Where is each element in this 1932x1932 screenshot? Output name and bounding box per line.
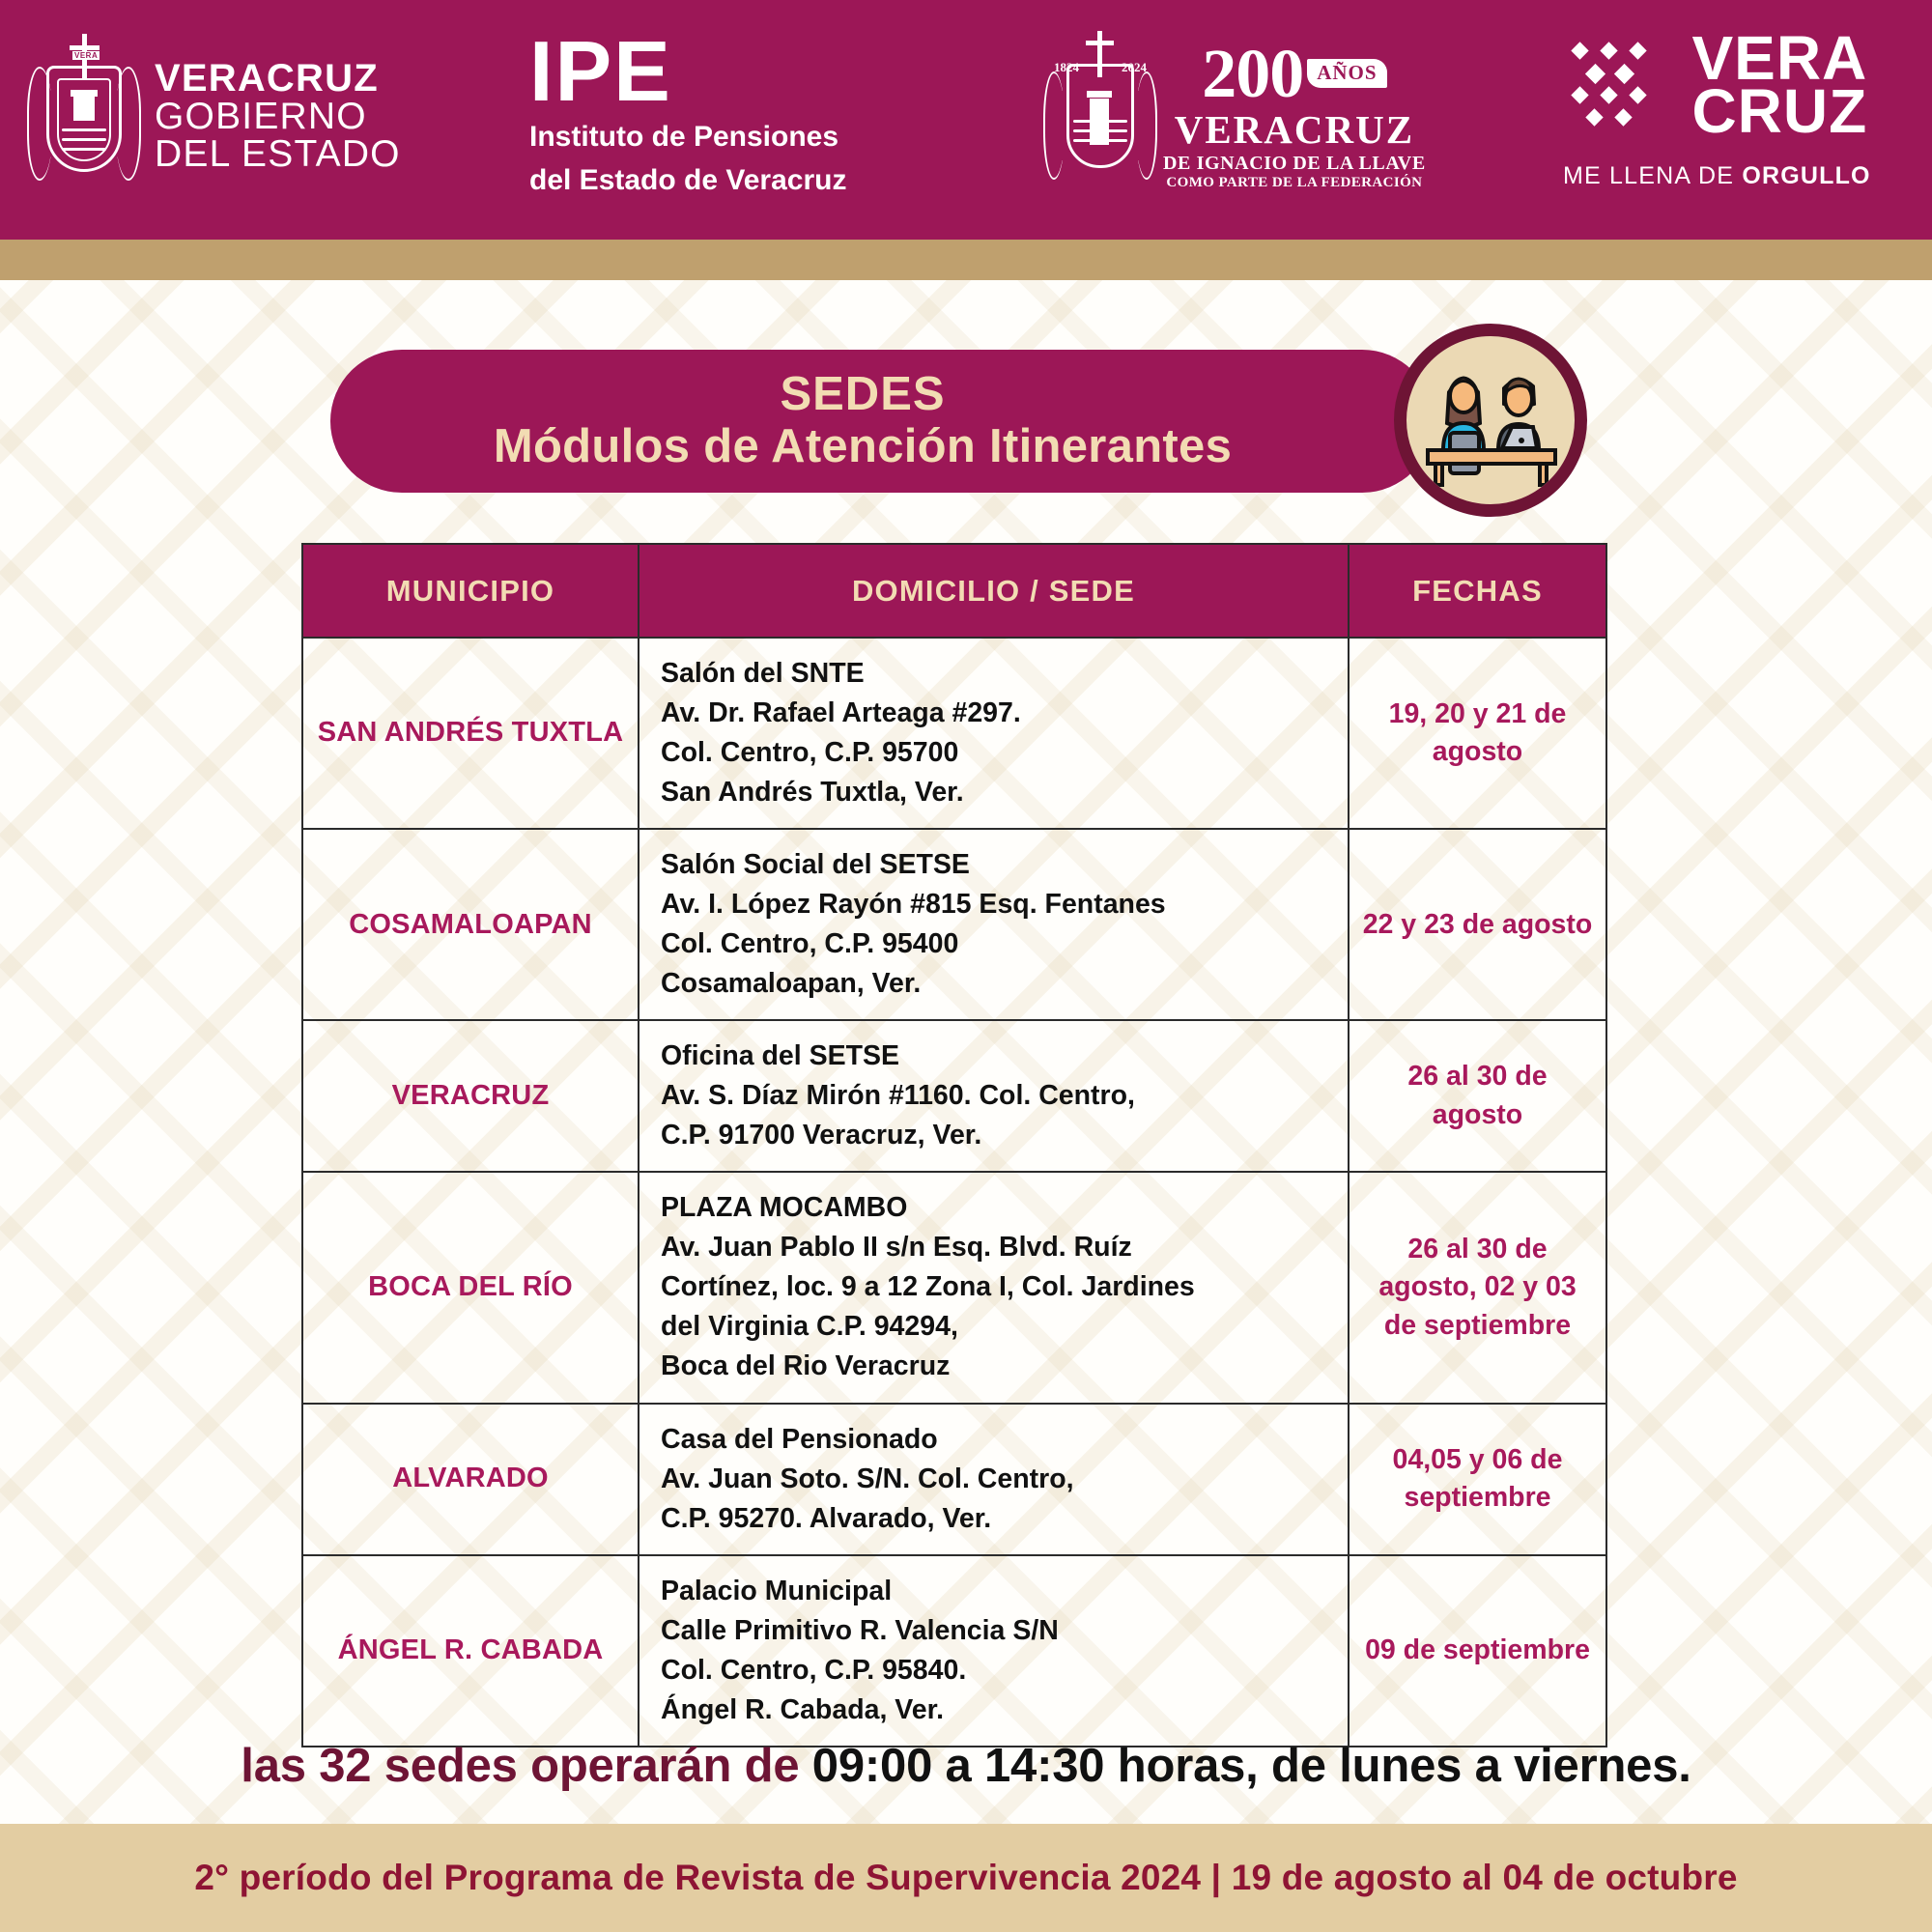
domicilio-line: del Virginia C.P. 94294, <box>661 1311 958 1343</box>
footer-text: 2° período del Programa de Revista de Supervivencia 2024 | 19 de agosto al 04 de octubre <box>194 1858 1738 1897</box>
cell-fechas: 22 y 23 de agosto <box>1349 829 1606 1020</box>
cell-municipio: VERACRUZ <box>302 1020 639 1172</box>
domicilio-line: Oficina del SETSE <box>661 1040 900 1072</box>
cell-fechas: 19, 20 y 21 de agosto <box>1349 638 1606 829</box>
domicilio-line: Av. I. López Rayón #815 Esq. Fentanes <box>661 889 1166 921</box>
veracruz-crest-icon <box>27 32 141 201</box>
logo-200-sub2: COMO PARTE DE LA FEDERACIÓN <box>1166 174 1423 190</box>
sedes-table <box>301 543 1607 1747</box>
domicilio-line: Av. Juan Soto. S/N. Col. Centro, <box>661 1463 1074 1494</box>
ipe-subtitle-line2: del Estado de Veracruz <box>529 163 847 196</box>
domicilio-line: C.P. 95270. Alvarado, Ver. <box>661 1502 992 1534</box>
title-line-modulos: Módulos de Atención Itinerantes <box>493 419 1233 472</box>
domicilio-line: Col. Centro, C.P. 95840. <box>661 1654 967 1686</box>
title-line-sedes: SEDES <box>780 367 946 420</box>
logo-200-anos-veracruz <box>1041 27 1426 201</box>
logo-gobierno-line1: VERACRUZ <box>155 57 379 99</box>
gold-band-divider <box>0 240 1932 280</box>
domicilio-line: Col. Centro, C.P. 95700 <box>661 737 959 769</box>
domicilio-line: Casa del Pensionado <box>661 1423 938 1455</box>
orgullo-tagline <box>1563 162 1871 190</box>
service-desk-icon <box>1394 324 1587 517</box>
crest-year-left: 1824 <box>1054 60 1079 74</box>
column-header-fechas: FECHAS <box>1349 544 1606 638</box>
ipe-subtitle-line1: Instituto de Pensiones <box>529 120 839 153</box>
hours-note <box>0 1739 1932 1793</box>
hours-note-prefix: las 32 sedes operarán de <box>241 1740 812 1792</box>
domicilio-line: Palacio Municipal <box>661 1575 893 1606</box>
orgullo-tagline-bold: ORGULLO <box>1742 162 1871 189</box>
domicilio-line: Cortínez, loc. 9 a 12 Zona I, Col. Jardines <box>661 1271 1195 1303</box>
cell-municipio: ALVARADO <box>302 1404 639 1555</box>
crest-year-right: 2024 <box>1122 60 1147 74</box>
domicilio-line: Salón del SNTE <box>661 658 865 689</box>
logo-gobierno-line2: GOBIERNO <box>155 96 367 137</box>
domicilio-line: Calle Primitivo R. Valencia S/N <box>661 1614 1059 1646</box>
table-row <box>302 1404 1606 1555</box>
header-bar <box>0 0 1932 240</box>
column-header-municipio: MUNICIPIO <box>302 544 639 638</box>
cell-municipio: SAN ANDRÉS TUXTLA <box>302 638 639 829</box>
logo-ipe <box>529 23 847 199</box>
logo-200-sub1: DE IGNACIO DE LA LLAVE <box>1163 152 1426 174</box>
cell-domicilio <box>639 638 1349 829</box>
cell-domicilio <box>639 1172 1349 1403</box>
domicilio-line: Salón Social del SETSE <box>661 849 970 881</box>
crest-label: VERA <box>74 50 99 60</box>
domicilio-line: San Andrés Tuxtla, Ver. <box>661 777 964 809</box>
cell-fechas: 04,05 y 06 de septiembre <box>1349 1404 1606 1555</box>
table-row <box>302 1555 1606 1747</box>
logo-gobierno-line3: DEL ESTADO <box>155 133 401 175</box>
domicilio-line: Ángel R. Cabada, Ver. <box>661 1693 945 1725</box>
table-row <box>302 829 1606 1020</box>
logo-200-number: 200 <box>1202 34 1304 112</box>
cell-fechas: 26 al 30 de agosto, 02 y 03 de septiembre <box>1349 1172 1606 1403</box>
cell-municipio: BOCA DEL RÍO <box>302 1172 639 1403</box>
hours-note-schedule: 09:00 a 14:30 horas, de lunes a viernes. <box>811 1740 1691 1792</box>
table-header-row <box>302 544 1606 638</box>
orgullo-word2: CRUZ <box>1691 76 1868 146</box>
ipe-acronym: IPE <box>529 23 672 119</box>
domicilio-line: PLAZA MOCAMBO <box>661 1192 908 1224</box>
cell-fechas: 26 al 30 de agosto <box>1349 1020 1606 1172</box>
cell-municipio: COSAMALOAPAN <box>302 829 639 1020</box>
cell-domicilio <box>639 1555 1349 1747</box>
domicilio-line: Col. Centro, C.P. 95400 <box>661 928 959 960</box>
cell-domicilio <box>639 1404 1349 1555</box>
domicilio-line: C.P. 91700 Veracruz, Ver. <box>661 1120 982 1151</box>
domicilio-line: Boca del Rio Veracruz <box>661 1350 951 1382</box>
table-row <box>302 638 1606 829</box>
title-banner <box>330 350 1434 493</box>
logo-200-veracruz: VERACRUZ <box>1174 106 1415 152</box>
cell-domicilio <box>639 829 1349 1020</box>
logo-gobierno-del-estado <box>27 29 401 203</box>
logo-200-anos-flag: AÑOS <box>1307 59 1386 88</box>
domicilio-line: Av. Juan Pablo II s/n Esq. Blvd. Ruíz <box>661 1232 1132 1264</box>
cell-fechas: 09 de septiembre <box>1349 1555 1606 1747</box>
domicilio-line: Cosamaloapan, Ver. <box>661 968 922 1000</box>
cell-domicilio <box>639 1020 1349 1172</box>
domicilio-line: Av. Dr. Rafael Arteaga #297. <box>661 697 1021 729</box>
logo-veracruz-orgullo <box>1563 23 1871 190</box>
orgullo-tagline-prefix: ME LLENA DE <box>1563 162 1743 189</box>
domicilio-line: Av. S. Díaz Mirón #1160. Col. Centro, <box>661 1080 1135 1112</box>
diamond-pattern-icon <box>1566 23 1682 147</box>
bicentennial-crest-icon <box>1041 27 1157 201</box>
column-header-domicilio: DOMICILIO / SEDE <box>639 544 1349 638</box>
orgullo-word1: VERA <box>1691 22 1868 93</box>
table-row <box>302 1020 1606 1172</box>
cell-municipio: ÁNGEL R. CABADA <box>302 1555 639 1747</box>
table-row <box>302 1172 1606 1403</box>
footer-bar <box>0 1824 1932 1932</box>
table-body <box>302 638 1606 1747</box>
